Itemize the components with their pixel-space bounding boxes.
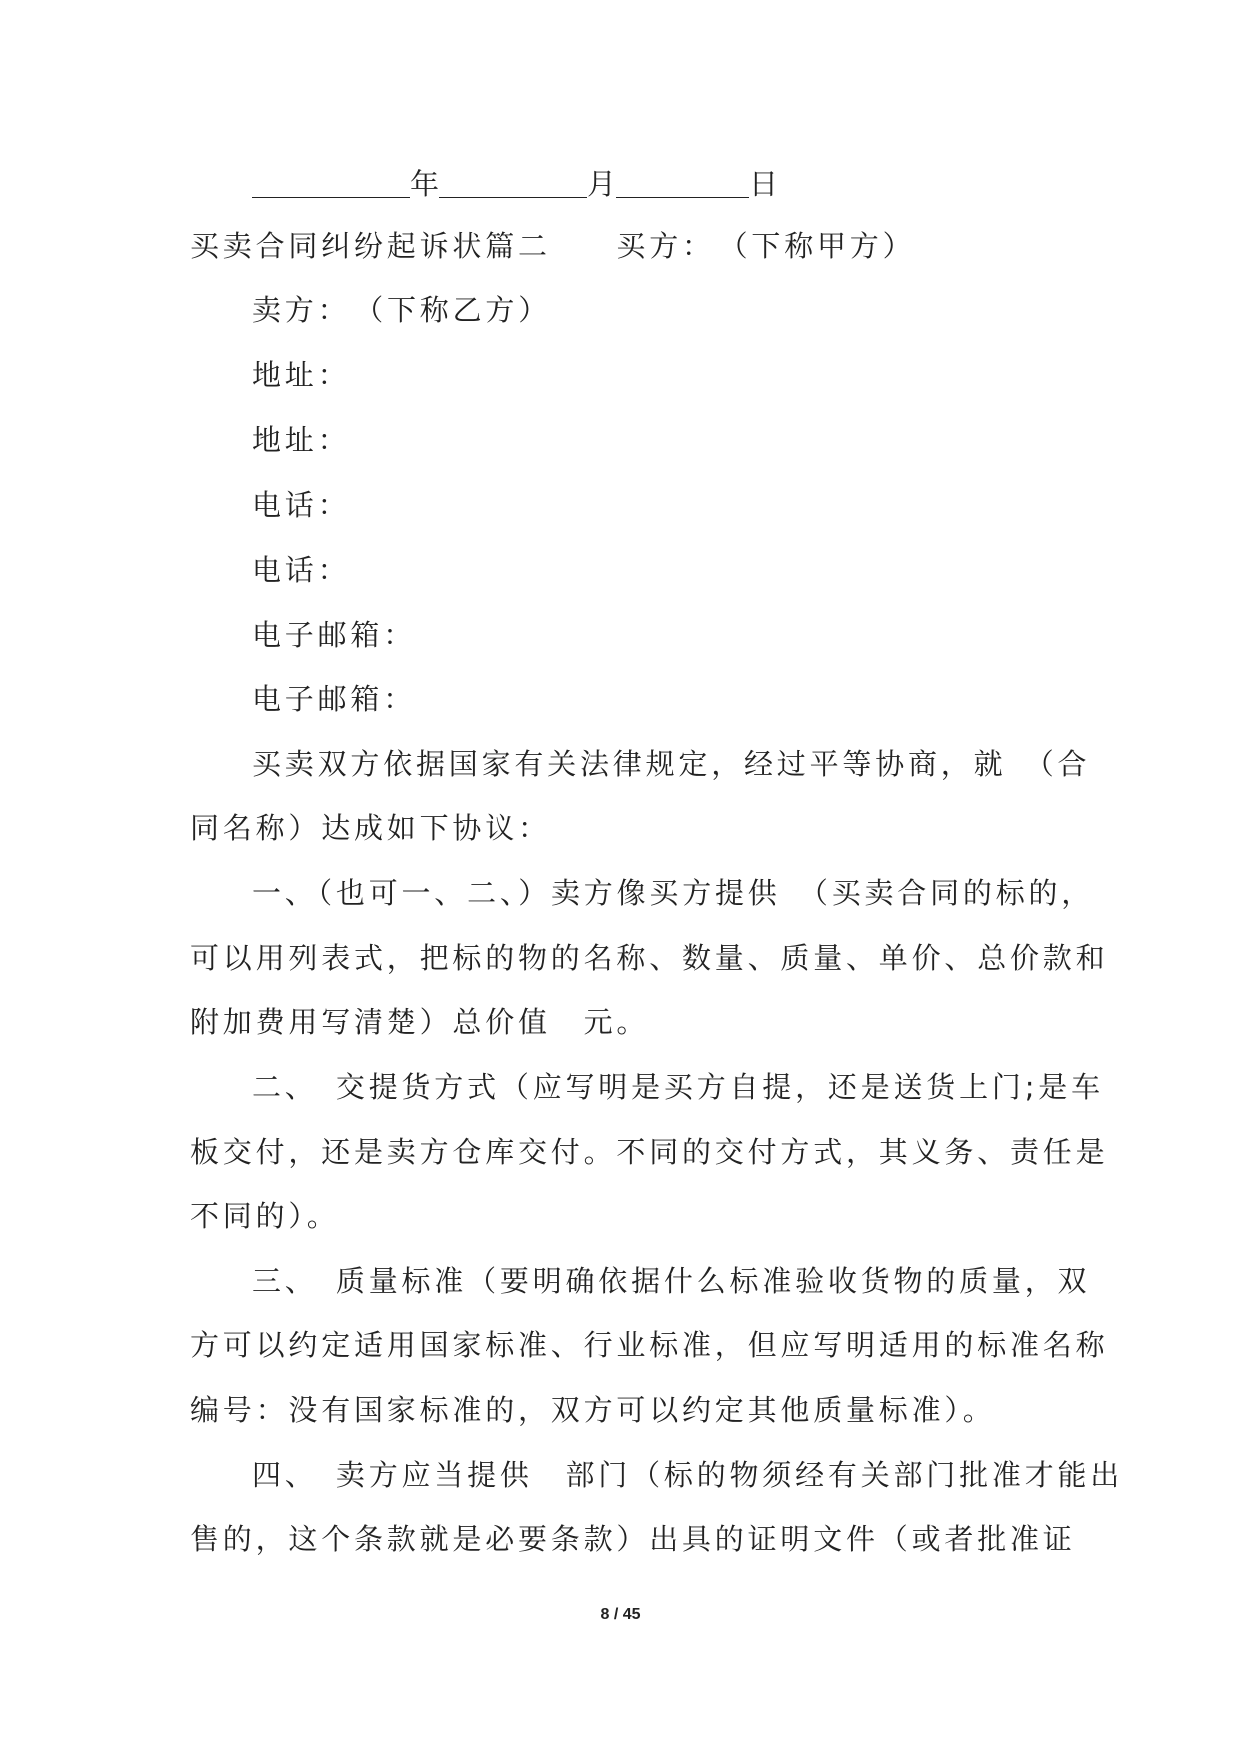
day-label: 日 [749,167,779,201]
day-blank [616,167,749,198]
month-blank [439,167,587,198]
text-line-seller: 卖方： （下称乙方） [252,293,552,327]
year-label: 年 [410,167,440,201]
date-line [252,166,778,202]
text-line-email-2: 电子邮箱： [252,682,417,716]
text-line-address-2: 地址： [252,423,351,457]
text-line-intro-2: 同名称）达成如下协议： [190,811,551,845]
text-line-heading: 买卖合同纠纷起诉状篇二 买方： （下称甲方） [190,229,916,263]
text-line-clause3-1: 三、 质量标准（要明确依据什么标准验收货物的质量，双 [252,1264,1091,1298]
text-line-phone-1: 电话： [252,488,351,522]
page-number: 8 / 45 [600,1606,641,1623]
text-line-clause1-1: 一、（也可一、二、）卖方像买方提供 （买卖合同的标的， [252,876,1095,910]
text-line-email-1: 电子邮箱： [252,618,417,652]
text-line-address-1: 地址： [252,358,351,392]
text-line-clause4-1: 四、 卖方应当提供 部门（标的物须经有关部门批准才能出 [252,1458,1124,1492]
month-label: 月 [587,167,617,201]
text-line-clause3-2: 方可以约定适用国家标准、行业标准，但应写明适用的标准名称 [190,1328,1109,1362]
text-line-phone-2: 电话： [252,553,351,587]
year-blank [252,167,410,198]
text-line-clause4-2: 售的，这个条款就是必要条款）出具的证明文件（或者批准证 [190,1522,1076,1556]
text-line-clause1-3: 附加费用写清楚）总价值 元。 [190,1005,650,1039]
text-line-clause2-2: 板交付，还是卖方仓库交付。不同的交付方式，其义务、责任是 [190,1135,1109,1169]
text-line-clause2-3: 不同的）。 [190,1199,340,1233]
text-line-clause2-1: 二、 交提货方式（应写明是买方自提，还是送货上门;是车 [252,1070,1104,1104]
text-line-clause1-2: 可以用列表式，把标的物的名称、数量、质量、单价、总价款和 [190,941,1109,975]
text-line-intro-1: 买卖双方依据国家有关法律规定，经过平等协商，就 （合 [252,747,1091,781]
text-line-clause3-3: 编号：没有国家标准的，双方可以约定其他质量标准）。 [190,1393,996,1427]
